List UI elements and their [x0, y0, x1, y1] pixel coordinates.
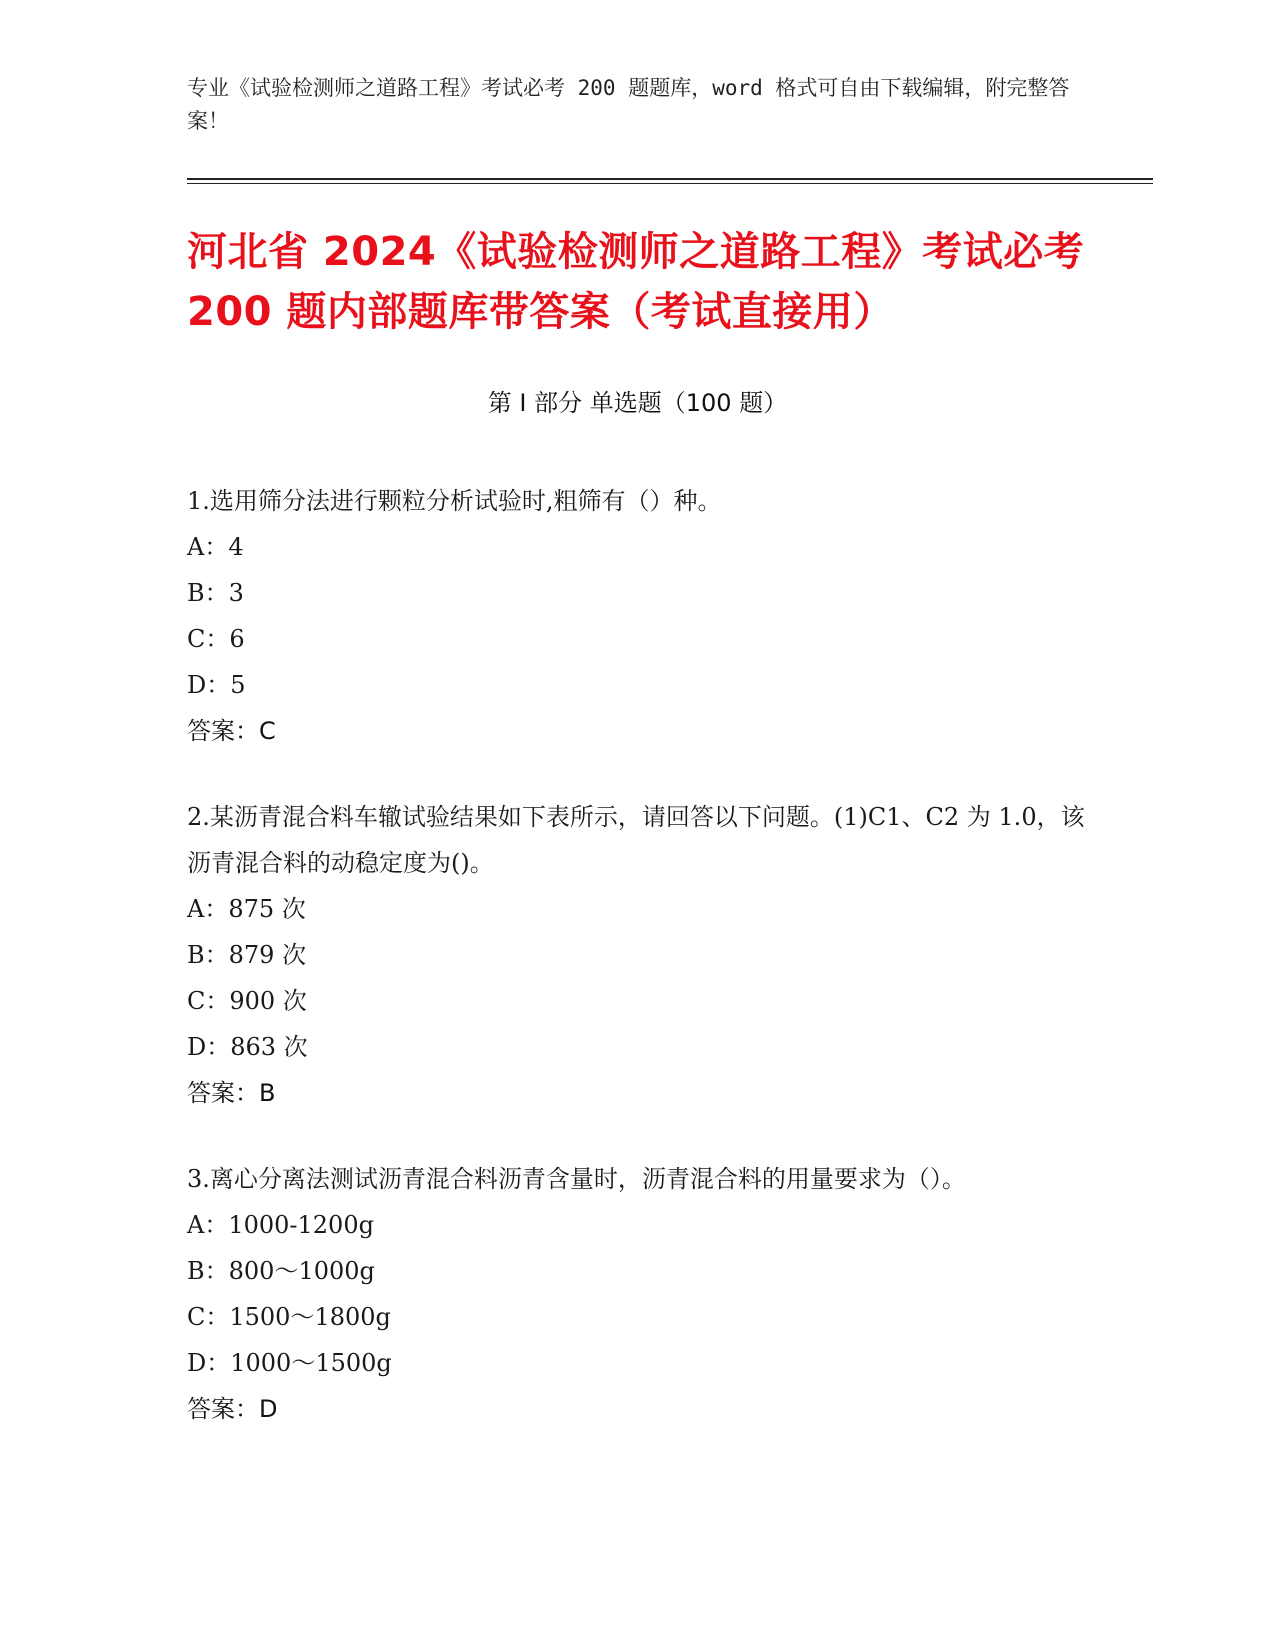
option-d: D：5	[187, 671, 246, 699]
option-c: C：900 次	[187, 987, 307, 1015]
option-b: B：800～1000g	[187, 1257, 375, 1285]
option-a: A：1000-1200g	[187, 1211, 374, 1239]
option-b: B：879 次	[187, 941, 307, 969]
question-2	[187, 794, 1087, 1116]
question-1	[187, 478, 1087, 754]
option-a: A：4	[187, 533, 244, 561]
header-note: 专业《试验检测师之道路工程》考试必考 200 题题库，word 格式可自由下载编辑，附完整答案！	[187, 76, 1070, 133]
option-c: C：1500～1800g	[187, 1303, 391, 1331]
option-c: C：6	[187, 625, 245, 653]
answer: 答案：C	[187, 717, 276, 745]
question-list	[187, 478, 1087, 1472]
question-stem: 2.某沥青混合料车辙试验结果如下表所示，请回答以下问题。(1)C1、C2 为 1.0，该沥青混合料的动稳定度为()。	[187, 803, 1085, 877]
header-divider-thick	[187, 178, 1153, 180]
answer: 答案：D	[187, 1395, 278, 1423]
option-a: A：875 次	[187, 895, 306, 923]
question-stem: 1.选用筛分法进行颗粒分析试验时,粗筛有（）种。	[187, 487, 722, 515]
answer: 答案：B	[187, 1079, 276, 1107]
question-3	[187, 1156, 1087, 1432]
option-d: D：863 次	[187, 1033, 308, 1061]
header-divider-thin	[187, 183, 1153, 184]
document-title: 河北省 2024《试验检测师之道路工程》考试必考 200 题内部题库带答案（考试直接用）	[187, 229, 1085, 335]
question-stem: 3.离心分离法测试沥青混合料沥青含量时，沥青混合料的用量要求为（）。	[187, 1165, 966, 1193]
option-b: B：3	[187, 579, 244, 607]
option-d: D：1000～1500g	[187, 1349, 392, 1377]
section-title: 第 I 部分 单选题（100 题）	[487, 389, 788, 417]
